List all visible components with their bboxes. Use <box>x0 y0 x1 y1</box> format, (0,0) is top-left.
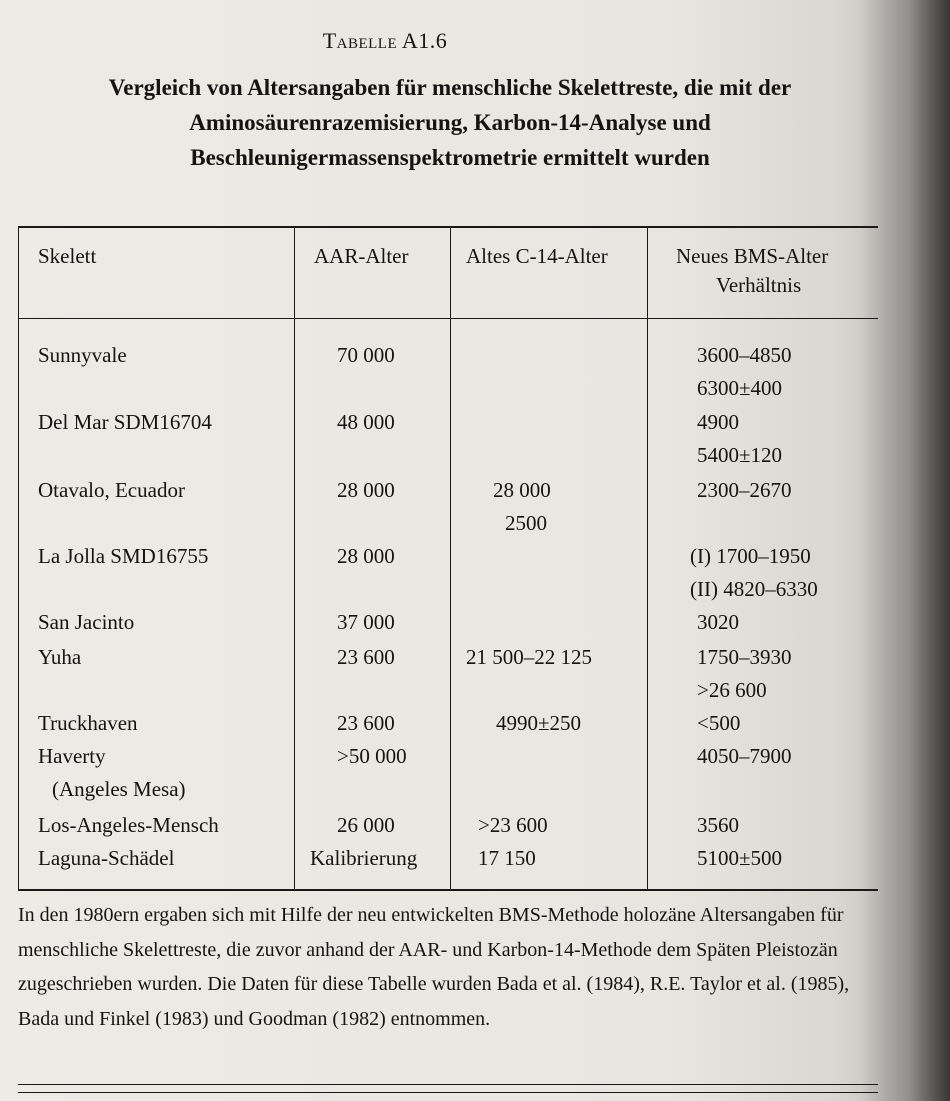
header-bms-line1: Neues BMS-Alter <box>676 244 829 268</box>
table-row-8-aar: >50 000 <box>337 744 407 768</box>
table-row-8-bms-1: 4050–7900 <box>697 744 792 768</box>
table-row-5-aar: 37 000 <box>337 610 395 634</box>
table-row-3-aar: 28 000 <box>337 478 395 502</box>
table-row-3-bms-1: 2300–2670 <box>697 478 792 502</box>
table-row-7-aar: 23 600 <box>337 711 395 735</box>
table-row-9-aar: 26 000 <box>337 813 395 837</box>
table-row-1-aar: 70 000 <box>337 343 395 367</box>
table-row-10-c14: 17 150 <box>478 846 536 870</box>
table-caption: In den 1980ern ergaben sich mit Hilfe der neu entwickelten BMS-Methode holozäne Altersangaben für menschliche Skelettreste, die zuvor anhand der AAR- und Karbon-14-Methode dem Späten Pleistozän zugeschrieben wurden. Die Daten für diese Tabelle wurden Bada et al. (1984), R.E. Taylor et al. (1985), Bada und Finkel (1983) und Goodman (1982) entnommen. <box>18 904 850 1030</box>
table-label: Tabelle A1.6 <box>322 28 448 53</box>
table-row-9-bms-1: 3560 <box>697 813 739 837</box>
table-row-10-bms-1: 5100±500 <box>697 846 783 870</box>
table-row-4-aar: 28 000 <box>337 544 395 568</box>
header-aar: AAR-Alter <box>314 244 409 268</box>
table-row-9-skelett: Los-Angeles-Mensch <box>38 813 219 837</box>
table-row-1-bms-1: 3600–4850 <box>697 343 792 367</box>
column-divider-3 <box>647 228 648 889</box>
table-row-8-skelett-second: (Angeles Mesa) <box>52 777 186 801</box>
header-bms-line2: Verhältnis <box>716 273 802 297</box>
table-title: Vergleich von Altersangaben für menschliche Skelettreste, die mit der Aminosäurenrazemisierung, Karbon-14-Analyse und Beschleunigermassenspektrometrie ermittelt wurden <box>108 75 792 170</box>
table-row-6-aar: 23 600 <box>337 645 395 669</box>
table-row-6-skelett: Yuha <box>38 645 82 669</box>
table-row-2-bms-1: 4900 <box>697 410 739 434</box>
table-row-3-c14: 28 000 <box>493 478 551 502</box>
table-row-2-aar: 48 000 <box>337 410 395 434</box>
table-row-4-skelett: La Jolla SMD16755 <box>38 544 209 568</box>
footer-rule <box>18 1084 878 1085</box>
column-divider-2 <box>450 228 451 889</box>
table-row-5-bms-1: 3020 <box>697 610 739 634</box>
table-row-5-skelett: San Jacinto <box>38 610 135 634</box>
table-row-7-bms-1: <500 <box>697 711 741 735</box>
table-row-6-bms-1: 1750–3930 <box>697 645 792 669</box>
table-row-2-skelett: Del Mar SDM16704 <box>38 410 212 434</box>
footer-rule-secondary <box>18 1092 878 1093</box>
page-gutter-shadow <box>860 0 950 1101</box>
table-row-10-skelett: Laguna-Schädel <box>38 846 175 870</box>
table-row-9-c14: >23 600 <box>478 813 548 837</box>
table-row-10-aar: Kalibrierung <box>310 846 418 870</box>
table-border-left <box>18 228 19 889</box>
table-row-1-skelett: Sunnyvale <box>38 343 127 367</box>
table-row-7-skelett: Truckhaven <box>38 711 138 735</box>
table-row-6-bms-2: >26 600 <box>697 678 767 702</box>
table-row-4-bms-2: (II) 4820–6330 <box>690 577 818 601</box>
table-row-3-c14-second: 2500 <box>505 511 547 535</box>
table-row-6-c14: 21 500–22 125 <box>466 645 592 669</box>
table-row-7-c14: 4990±250 <box>496 711 582 735</box>
table-row-8-skelett: Haverty <box>38 744 106 768</box>
header-skelett: Skelett <box>38 244 97 268</box>
header-divider <box>18 318 878 319</box>
column-divider-1 <box>294 228 295 889</box>
table-row-2-bms-2: 5400±120 <box>697 443 783 467</box>
table-row-3-skelett: Otavalo, Ecuador <box>38 478 185 502</box>
header-altes-c14: Altes C-14-Alter <box>466 244 608 268</box>
table-row-1-bms-2: 6300±400 <box>697 376 783 400</box>
table-row-4-bms-1: (I) 1700–1950 <box>690 544 811 568</box>
